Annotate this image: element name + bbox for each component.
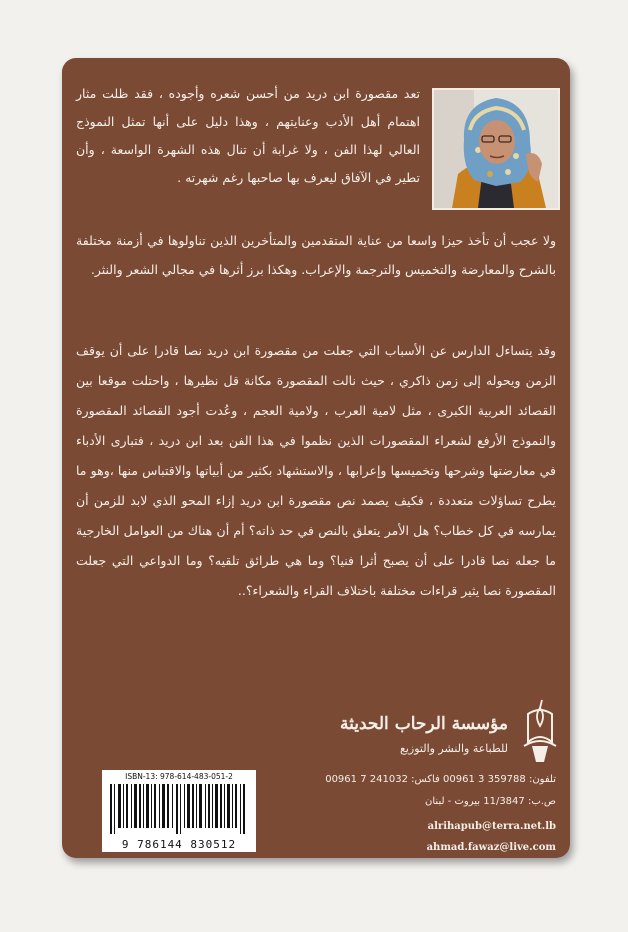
second-text: ولا عجب أن تأخذ حيزا واسعا من عناية المتقدمين والمتأخرين الذين تناولوها في أزمنة مختلفة بالشرح والمعارضة والتخميس والترجمة والإعراب. وهكذا برز أثرها في مجالي الشعر والنثر. [76, 233, 556, 277]
back-cover [62, 58, 570, 858]
publisher-subtitle: للطباعة والنشر والتوزيع [399, 742, 508, 755]
phone-fax: تلفون: 359788 3 00961 فاكس: 241032 7 00961 [325, 774, 556, 785]
author-photo [432, 88, 560, 210]
third-paragraph [76, 336, 556, 606]
email-alrihapub[interactable]: alrihapub@terra.net.lb [427, 821, 556, 832]
isbn-barcode [102, 770, 256, 852]
second-paragraph [76, 226, 556, 284]
barcode-bars-icon [110, 784, 248, 834]
publisher-logo-icon [336, 698, 560, 778]
email-fawaz[interactable]: ahmad.fawaz@live.com [426, 842, 556, 853]
ean-number: 9 786144 830512 [121, 838, 237, 851]
publisher-name: مؤسسة الرحاب الحديثة [340, 714, 508, 734]
intro-paragraph [76, 80, 420, 192]
po-box: ص.ب: 11/3847 بيروت - لبنان [425, 796, 556, 807]
third-text: وقد يتساءل الدارس عن الأسباب التي جعلت من مقصورة ابن دريد نصا قادرا على أن يوقف الزمن ويحوله إلى زمن ذاكري ، حيث نالت المقصورة مكانة قل نظيرها ، واحتلت موقعا بين القصائد العربية الكبرى ، مثل لامية العرب ، ولامية العجم ، وعُدت أجود القصائد المقصورة والنموذج الأرفع لشعراء المقصورات الذين نظموا في هذا الفن بعد ابن دريد ، فتبارى الأدباء في معارضتها وشرحها وتخميسها وإعرابها ، والاستشهاد بكثير من أبياتها والاقتباس منها ،وهو ما يطرح تساؤلات متعددة ، فكيف يصمد نص مقصورة ابن دريد إزاء المحو الذي لابد للزمن أن يمارسه في كل خطاب؟ هل الأمر يتعلق بالنص في حد ذاته؟ أم أن هناك من العوامل الخارجية ما جعله نصا قادرا على أن يصبح أثرا فنيا؟ وما هي طرائق تلقيه؟ وما الدواعي التي جعلت المقصورة نصا يثير قراءات مختلفة باختلاف القراء والشعراء؟.. [76, 343, 556, 598]
intro-text: تعد مقصورة ابن دريد من أحسن شعره وأجوده ، فقد ظلت مثار اهتمام أهل الأدب وعنايتهم ، وهذا دليل على أنها تمثل النموذج العالي لهذا الفن ، ولا غرابة أن تنال هذه الشهرة الواسعة ، وأن تطير في الآفاق ليعرف بها صاحبها رغم شهرته . [76, 86, 420, 185]
isbn-label: ISBN-13: 978-614-483-051-2 [125, 772, 233, 781]
